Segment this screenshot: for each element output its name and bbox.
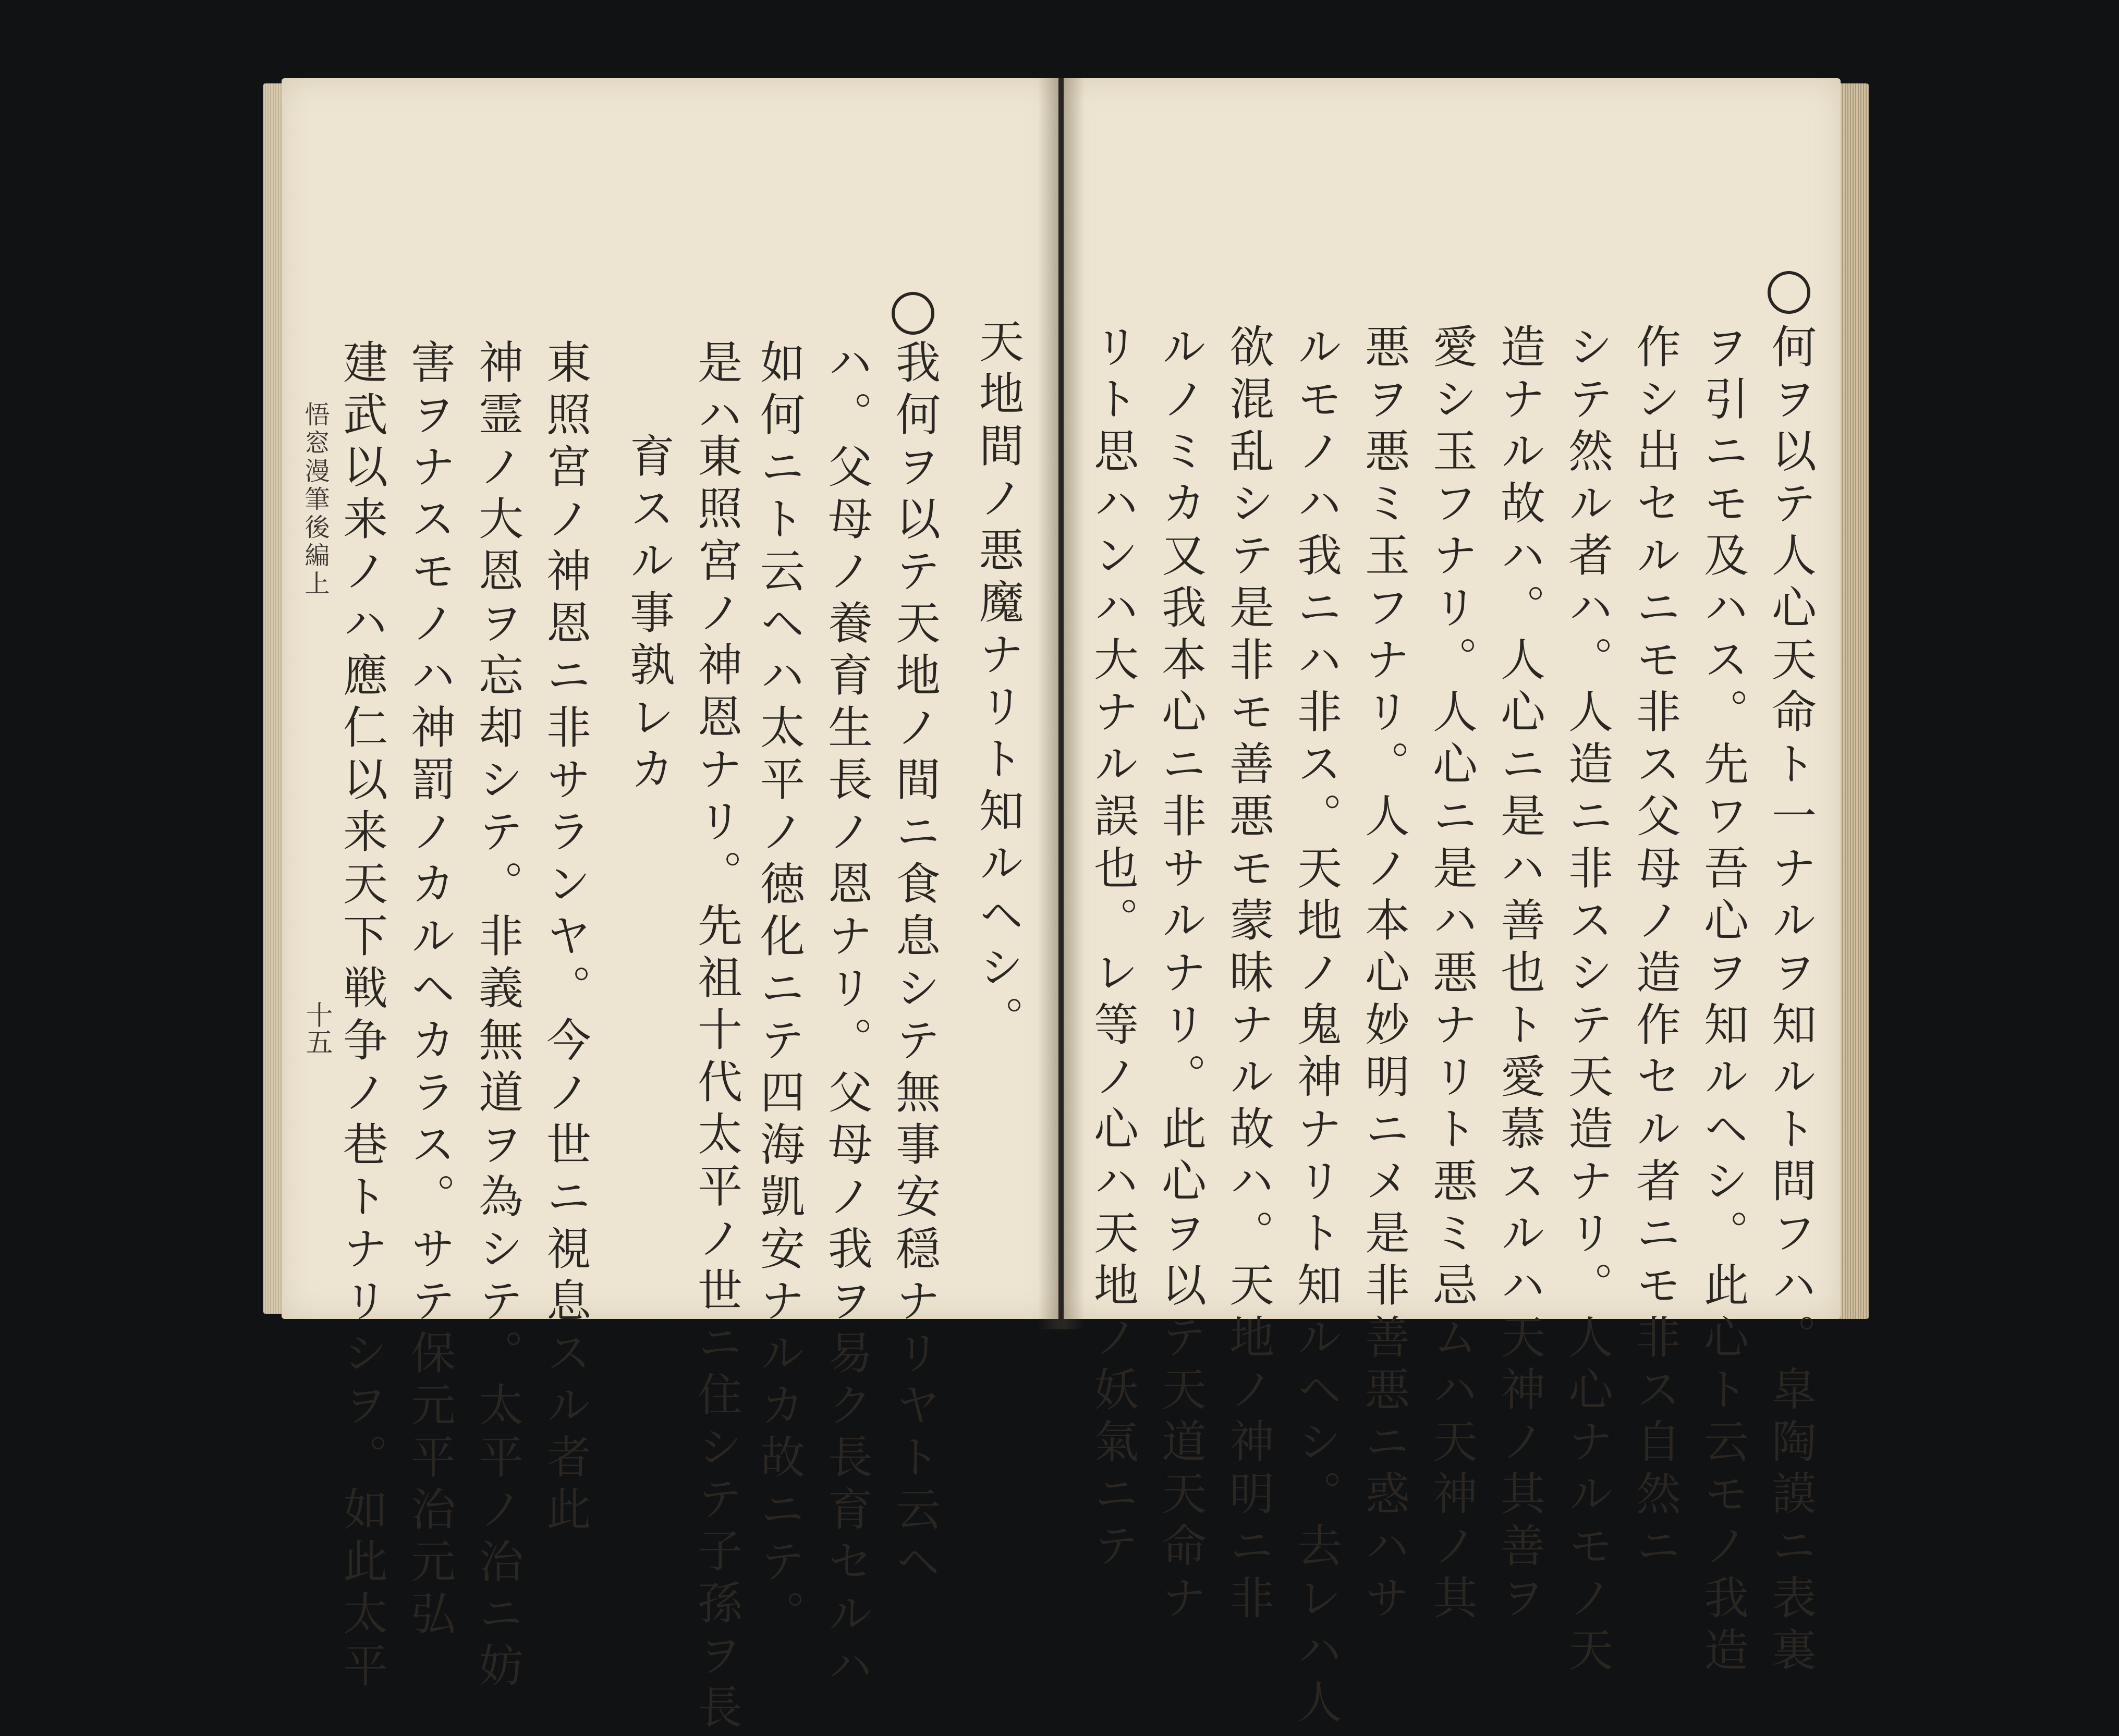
right-page	[1064, 78, 1841, 1731]
text-column: 我何ヲ以テ天地ノ間ニ食息シテ無事安穏ナリヤト云ヘ	[888, 339, 940, 1590]
text-column: 建武以来ノハ應仁以来天下戦争ノ巷トナリシヲ。如此太平	[335, 339, 387, 1694]
text-column: シテ然ル者ハ。人造ニ非スシテ天造ナリ。人心ナルモノ天	[1561, 323, 1613, 1679]
text-column: 育スル事孰レカ	[622, 433, 674, 798]
text-column: 東照宮ノ神恩ナリ。先祖十代太平ノ世ニ住シテ子孫ヲ長	[690, 433, 742, 1736]
text-column: ハ。父母ノ養育生長ノ恩ナリ。父母ノ我ヲ易ク長育セルハ	[820, 339, 872, 1694]
right-page-edges	[1838, 83, 1869, 1319]
text-column: 愛シ玉フナリ。人心ニ是ハ悪ナリト悪ミ忌ムハ天神ノ其	[1425, 323, 1477, 1627]
text-column: ヲ引ニモ及ハス。先ワ吾心ヲ知ルヘシ。此心ト云モノ我造	[1696, 323, 1748, 1679]
circle-marker	[892, 292, 934, 335]
text-column: 悪ヲ悪ミ玉フナリ。人ノ本心妙明ニメ是非善悪ニ惑ハサ	[1357, 323, 1409, 1627]
folio-number: 十五	[301, 1001, 332, 1055]
text-column: 作シ出セルニモ非ス父母ノ造作セル者ニモ非ス自然ニ	[1628, 323, 1680, 1574]
left-page	[282, 78, 1058, 1736]
left-page-edges	[263, 83, 284, 1314]
text-column: ルノミカ又我本心ニ非サルナリ。此心ヲ以テ天道天命ナ	[1154, 323, 1206, 1627]
text-column: 如何ニト云ヘハ太平ノ徳化ニテ四海凱安ナルカ故ニテ。	[752, 339, 805, 1642]
text-column: リト思ハンハ大ナル誤也。レ等ノ心ハ天地ノ妖氣ニテ	[1086, 323, 1138, 1574]
text-column: 欲混乱シテ是非モ善悪モ蒙昧ナル故ハ。天地ノ神明ニ非	[1222, 323, 1274, 1627]
circle-marker	[1768, 271, 1810, 314]
text-column: 神霊ノ大恩ヲ忘却シテ。非義無道ヲ為シテ。太平ノ治ニ妨	[471, 339, 523, 1694]
text-column: 天地間ノ悪魔ナリト知ルヘシ。	[971, 318, 1024, 1048]
text-column: 害ヲナスモノハ神罰ノカルヘカラス。サテ保元平治元弘	[403, 339, 455, 1642]
text-column: 東照宮ノ神恩ニ非サランヤ。今ノ世ニ視息スル者此	[539, 339, 591, 1538]
book-gutter	[1038, 78, 1085, 1329]
spine-label: 悟窓漫筆後編上	[300, 401, 330, 598]
text-column: 造ナル故ハ。人心ニ是ハ善也ト愛慕スルハ天神ノ其善ヲ	[1493, 323, 1545, 1627]
text-column: 何ヲ以テ人心天命ト一ナルヲ知ルト問フハ。皐陶謨ニ表裏	[1764, 323, 1816, 1679]
text-column: 是ハ	[690, 339, 742, 443]
text-column: ルモノハ我ニハ非ス。天地ノ鬼神ナリト知ルヘシ。去レハ人	[1289, 323, 1342, 1731]
